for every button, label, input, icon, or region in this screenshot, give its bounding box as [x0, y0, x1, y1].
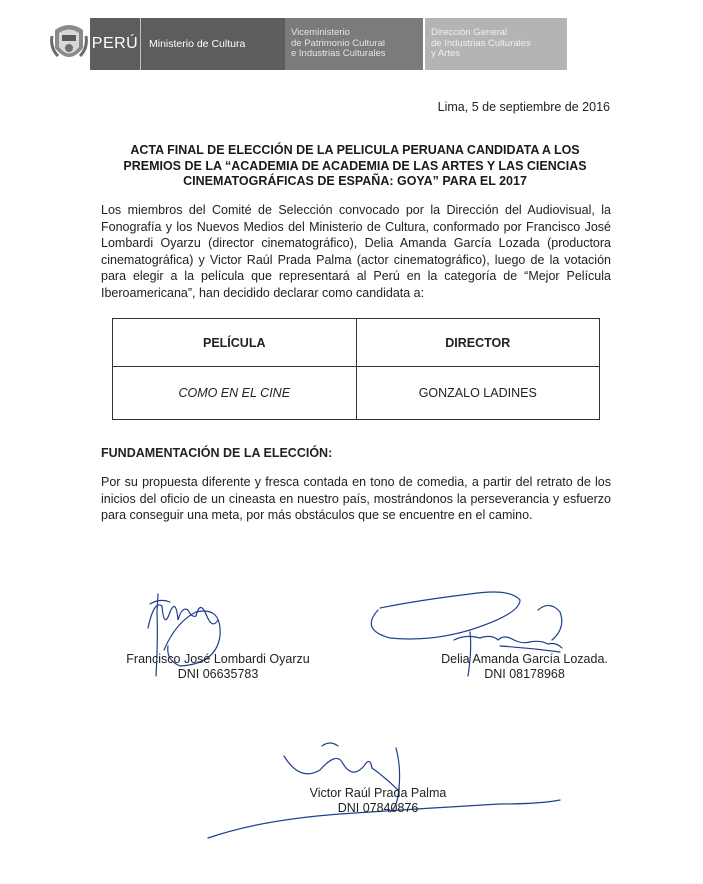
table-header-film: PELÍCULA [113, 319, 357, 367]
intro-paragraph: Los miembros del Comité de Selección convocado por la Dirección del Audiovisual, la Fonografía y los Nuevos Medios del Ministerio de Cultura, conformado por Francisco José Lombardi Oyarzu (director cinematográfico), Delia Amanda García Lozada (productora cinematográfica) y Victor Raúl Prada Palma (actor cinematográfico), luego de la votación para elegir a la película que representará al Perú en la categoría de “Mejor Película Iberoamericana”, han decidido declarar como candidata a: [101, 203, 611, 300]
film-title-cell: COMO EN EL CINE [113, 367, 357, 420]
director-cell: GONZALO LADINES [356, 367, 600, 420]
document-date: Lima, 5 de septiembre de 2016 [437, 100, 610, 114]
country-label: PERÚ [90, 18, 140, 70]
signatory-francisco: Francisco José Lombardi Oyarzu DNI 06635783 [126, 652, 310, 681]
table-row [113, 367, 600, 420]
viceministry-label: Viceministerio de Patrimonio Cultural e Industrias Culturales [285, 18, 423, 70]
candidate-table [112, 318, 600, 420]
rationale-paragraph: Por su propuesta diferente y fresca contada en tono de comedia, a partir del retrato de los inicios del oficio de un cineasta en nuestro país, mostrándonos la perseverancia y esfuerzo para conseguir una meta, por más obstáculos que se encuentre en el camino. [101, 475, 611, 522]
document-title: ACTA FINAL DE ELECCIÓN DE LA PELICULA PERUANA CANDIDATA A LOS PREMIOS DE LA “ACADEMIA DE ACADEMIA DE LAS ARTES Y LAS CIENCIAS CINEMATOGRÁFICAS DE ESPAÑA: GOYA” PARA EL 2017 [123, 143, 587, 188]
signatory-delia: Delia Amanda García Lozada. DNI 08178968 [441, 652, 608, 681]
direction-label: Dirección General de Industrias Culturales y Artes [425, 18, 567, 70]
signatory-victor: Victor Raúl Prada Palma DNI 07840876 [309, 786, 447, 815]
coat-of-arms-icon [50, 22, 88, 66]
table-header-director: DIRECTOR [356, 319, 600, 367]
ministry-label: Ministerio de Cultura [141, 18, 285, 70]
section-title: FUNDAMENTACIÓN DE LA ELECCIÓN: [101, 446, 333, 460]
